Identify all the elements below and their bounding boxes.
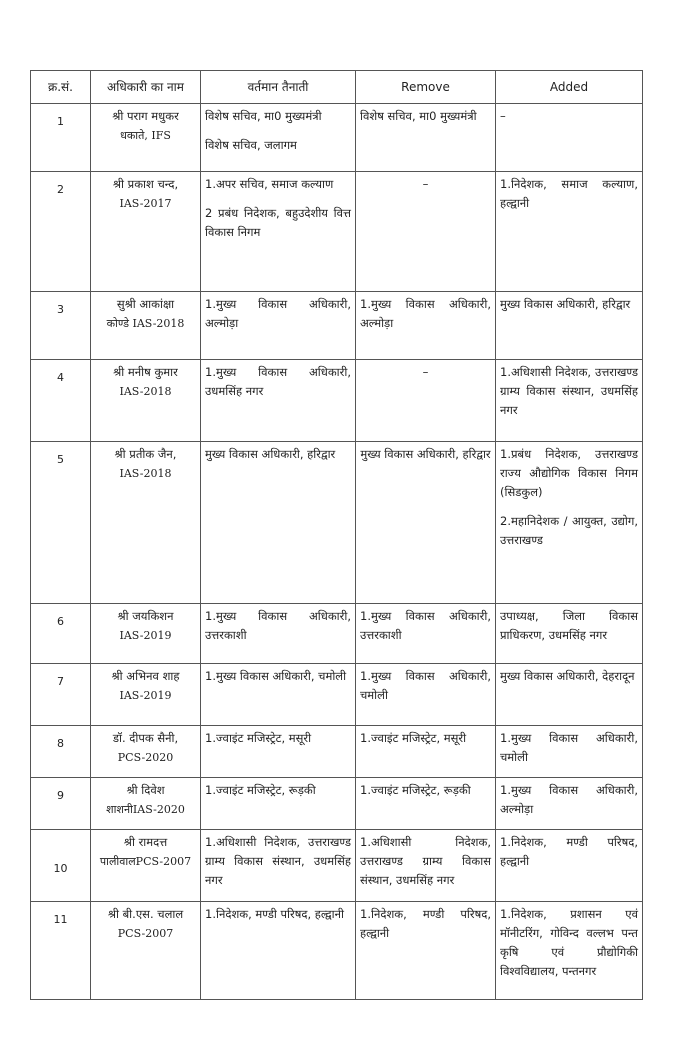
- officer-cadre: IAS-2017: [119, 197, 172, 210]
- officer-name: [91, 664, 201, 726]
- current-posting-item: 2 प्रबंध निदेशक, बहुउदेशीय वित्त विकास निगम: [205, 206, 351, 239]
- officer-name-line: श्री रामदत्त: [123, 835, 168, 849]
- remove-posting-item: 1.मुख्य विकास अधिकारी, उत्तरकाशी: [360, 609, 491, 642]
- officer-name-line: श्री प्रकाश चन्द,: [112, 177, 179, 191]
- current-posting-item: 1.अपर सचिव, समाज कल्याण: [205, 177, 334, 191]
- added-posting-item: उपाध्यक्ष, जिला विकास प्राधिकरण, उधमसिंह नगर: [500, 609, 638, 642]
- added-posting: [496, 292, 643, 360]
- serial-number: 9: [31, 778, 91, 830]
- added-posting-item: 1.निदेशक, समाज कल्याण, हल्द्वानी: [500, 177, 638, 210]
- officer-name-line: श्री बी.एस. चलाल: [107, 907, 184, 921]
- current-posting: [201, 292, 356, 360]
- serial-number: 11: [31, 902, 91, 1000]
- current-posting-item: मुख्य विकास अधिकारी, हरिद्वार: [205, 447, 336, 461]
- officer-name-line: डॉ. दीपक सैनी,: [112, 731, 179, 745]
- remove-posting: [356, 664, 496, 726]
- table-row: [31, 442, 643, 604]
- added-posting: [496, 442, 643, 604]
- remove-posting: [356, 604, 496, 664]
- header-remove: Remove: [356, 71, 496, 104]
- current-posting: [201, 442, 356, 604]
- serial-number: 10: [31, 830, 91, 902]
- remove-posting: [356, 902, 496, 1000]
- table-row: [31, 604, 643, 664]
- officer-name: [91, 292, 201, 360]
- officer-name: [91, 442, 201, 604]
- serial-number: 5: [31, 442, 91, 604]
- remove-posting-item: विशेष सचिव, मा0 मुख्यमंत्री: [360, 109, 477, 123]
- table-row: [31, 726, 643, 778]
- serial-number: 1: [31, 104, 91, 172]
- remove-posting: [356, 292, 496, 360]
- header-serial-number: क्र.सं.: [31, 71, 91, 104]
- posting-table-sheet: [30, 70, 642, 1000]
- current-posting-item: 1.मुख्य विकास अधिकारी, अल्मोड़ा: [205, 297, 351, 330]
- remove-posting: [356, 442, 496, 604]
- added-posting: [496, 778, 643, 830]
- table-header-row: [31, 71, 643, 104]
- current-posting-item: 1.मुख्य विकास अधिकारी, उधमसिंह नगर: [205, 365, 351, 398]
- added-posting-item: 1.मुख्य विकास अधिकारी, अल्मोड़ा: [500, 783, 638, 816]
- added-posting: [496, 104, 643, 172]
- added-posting-item: मुख्य विकास अधिकारी, देहरादून: [500, 669, 635, 683]
- officer-name: [91, 726, 201, 778]
- remove-posting-item: 1.मुख्य विकास अधिकारी, अल्मोड़ा: [360, 297, 491, 330]
- added-posting: [496, 172, 643, 292]
- remove-posting-item: –: [422, 177, 429, 191]
- added-posting: [496, 604, 643, 664]
- serial-number: 6: [31, 604, 91, 664]
- officer-name-line: श्री अभिनव शाह: [111, 669, 180, 683]
- officer-name: [91, 104, 201, 172]
- added-posting-item: 1.प्रबंध निदेशक, उत्तराखण्ड राज्य औद्योगिक विकास निगम (सिडकुल): [500, 447, 638, 499]
- officer-cadre: शाशनीIAS-2020: [106, 803, 185, 816]
- officer-name-line: श्री दिवेश: [126, 783, 165, 797]
- current-posting-item: 1.मुख्य विकास अधिकारी, चमोली: [205, 669, 347, 683]
- officer-name: [91, 604, 201, 664]
- current-posting: [201, 360, 356, 442]
- current-posting-item: 1.निदेशक, मण्डी परिषद, हल्द्वानी: [205, 907, 344, 921]
- officer-name-line: सुश्री आकांक्षा: [116, 297, 175, 311]
- officer-name-line: श्री प्रतीक जैन,: [114, 447, 177, 461]
- officer-cadre: PCS-2007: [117, 927, 174, 940]
- current-posting-item: 1.अधिशासी निदेशक, उत्तराखण्ड ग्राम्य विकास संस्थान, उधमसिंह नगर: [205, 835, 351, 887]
- officer-name: [91, 172, 201, 292]
- officer-cadre: PCS-2020: [117, 751, 174, 764]
- serial-number: 2: [31, 172, 91, 292]
- officer-cadre: पालीवालPCS-2007: [99, 855, 192, 868]
- added-posting: [496, 360, 643, 442]
- remove-posting-item: 1.निदेशक, मण्डी परिषद, हल्द्वानी: [360, 907, 491, 940]
- remove-posting: [356, 778, 496, 830]
- header-current-posting: वर्तमान तैनाती: [201, 71, 356, 104]
- added-posting-item: 2.महानिदेशक / आयुक्त, उद्योग, उत्तराखण्ड: [500, 514, 638, 547]
- remove-posting-item: 1.अधिशासी निदेशक, उत्तराखण्ड ग्राम्य विकास संस्थान, उधमसिंह नगर: [360, 835, 491, 887]
- current-posting: [201, 104, 356, 172]
- current-posting: [201, 604, 356, 664]
- remove-posting: [356, 726, 496, 778]
- remove-posting-item: 1.ज्वाइंट मजिस्ट्रेट, रूड़की: [360, 783, 471, 797]
- current-posting-item: 1.मुख्य विकास अधिकारी, उत्तरकाशी: [205, 609, 351, 642]
- officer-cadre: IAS-2018: [119, 467, 172, 480]
- added-posting-item: 1.मुख्य विकास अधिकारी, चमोली: [500, 731, 638, 764]
- added-posting: [496, 830, 643, 902]
- serial-number: 7: [31, 664, 91, 726]
- header-added: Added: [496, 71, 643, 104]
- table-row: [31, 104, 643, 172]
- table-row: [31, 360, 643, 442]
- added-posting-item: –: [500, 109, 506, 123]
- officer-name: [91, 778, 201, 830]
- table-row: [31, 664, 643, 726]
- officer-cadre: धकाते, IFS: [120, 129, 171, 142]
- table-row: [31, 778, 643, 830]
- remove-posting-item: –: [422, 365, 429, 379]
- current-posting: [201, 830, 356, 902]
- added-posting-item: मुख्य विकास अधिकारी, हरिद्वार: [500, 297, 631, 311]
- posting-table: [30, 70, 643, 1000]
- current-posting-item: 1.ज्वाइंट मजिस्ट्रेट, मसूरी: [205, 731, 312, 745]
- current-posting-item: 1.ज्वाइंट मजिस्ट्रेट, रूड़की: [205, 783, 316, 797]
- added-posting-item: 1.निदेशक, प्रशासन एवं मॉनीटरिंग, गोविन्द वल्लभ पन्त कृषि एवं प्रौद्योगिकी विश्वविद्यालय, पन्तनगर: [500, 907, 638, 978]
- remove-posting: [356, 104, 496, 172]
- current-posting-item: विशेष सचिव, मा0 मुख्यमंत्री: [205, 109, 322, 123]
- current-posting: [201, 172, 356, 292]
- officer-cadre: कोण्डे IAS-2018: [106, 317, 185, 330]
- officer-cadre: IAS-2019: [119, 689, 172, 702]
- serial-number: 3: [31, 292, 91, 360]
- added-posting: [496, 664, 643, 726]
- added-posting: [496, 726, 643, 778]
- officer-name-line: श्री जयकिशन: [117, 609, 174, 623]
- table-row: [31, 292, 643, 360]
- current-posting: [201, 726, 356, 778]
- remove-posting-item: 1.मुख्य विकास अधिकारी, चमोली: [360, 669, 491, 702]
- table-row: [31, 902, 643, 1000]
- table-row: [31, 172, 643, 292]
- officer-cadre: IAS-2018: [119, 385, 172, 398]
- remove-posting: [356, 172, 496, 292]
- officer-name: [91, 360, 201, 442]
- current-posting: [201, 902, 356, 1000]
- current-posting: [201, 664, 356, 726]
- remove-posting: [356, 360, 496, 442]
- officer-name: [91, 902, 201, 1000]
- remove-posting-item: 1.ज्वाइंट मजिस्ट्रेट, मसूरी: [360, 731, 467, 745]
- serial-number: 4: [31, 360, 91, 442]
- added-posting: [496, 902, 643, 1000]
- current-posting-item: विशेष सचिव, जलागम: [205, 138, 297, 152]
- added-posting-item: 1.निदेशक, मण्डी परिषद, हल्द्वानी: [500, 835, 638, 868]
- remove-posting: [356, 830, 496, 902]
- serial-number: 8: [31, 726, 91, 778]
- officer-name-line: श्री मनीष कुमार: [113, 365, 178, 379]
- officer-name: [91, 830, 201, 902]
- officer-name-line: श्री पराग मधुकर: [112, 109, 179, 123]
- remove-posting-item: मुख्य विकास अधिकारी, हरिद्वार: [360, 447, 491, 461]
- officer-cadre: IAS-2019: [119, 629, 172, 642]
- table-row: [31, 830, 643, 902]
- added-posting-item: 1.अधिशासी निदेशक, उत्तराखण्ड ग्राम्य विकास संस्थान, उधमसिंह नगर: [500, 365, 638, 417]
- header-officer-name: अधिकारी का नाम: [91, 71, 201, 104]
- current-posting: [201, 778, 356, 830]
